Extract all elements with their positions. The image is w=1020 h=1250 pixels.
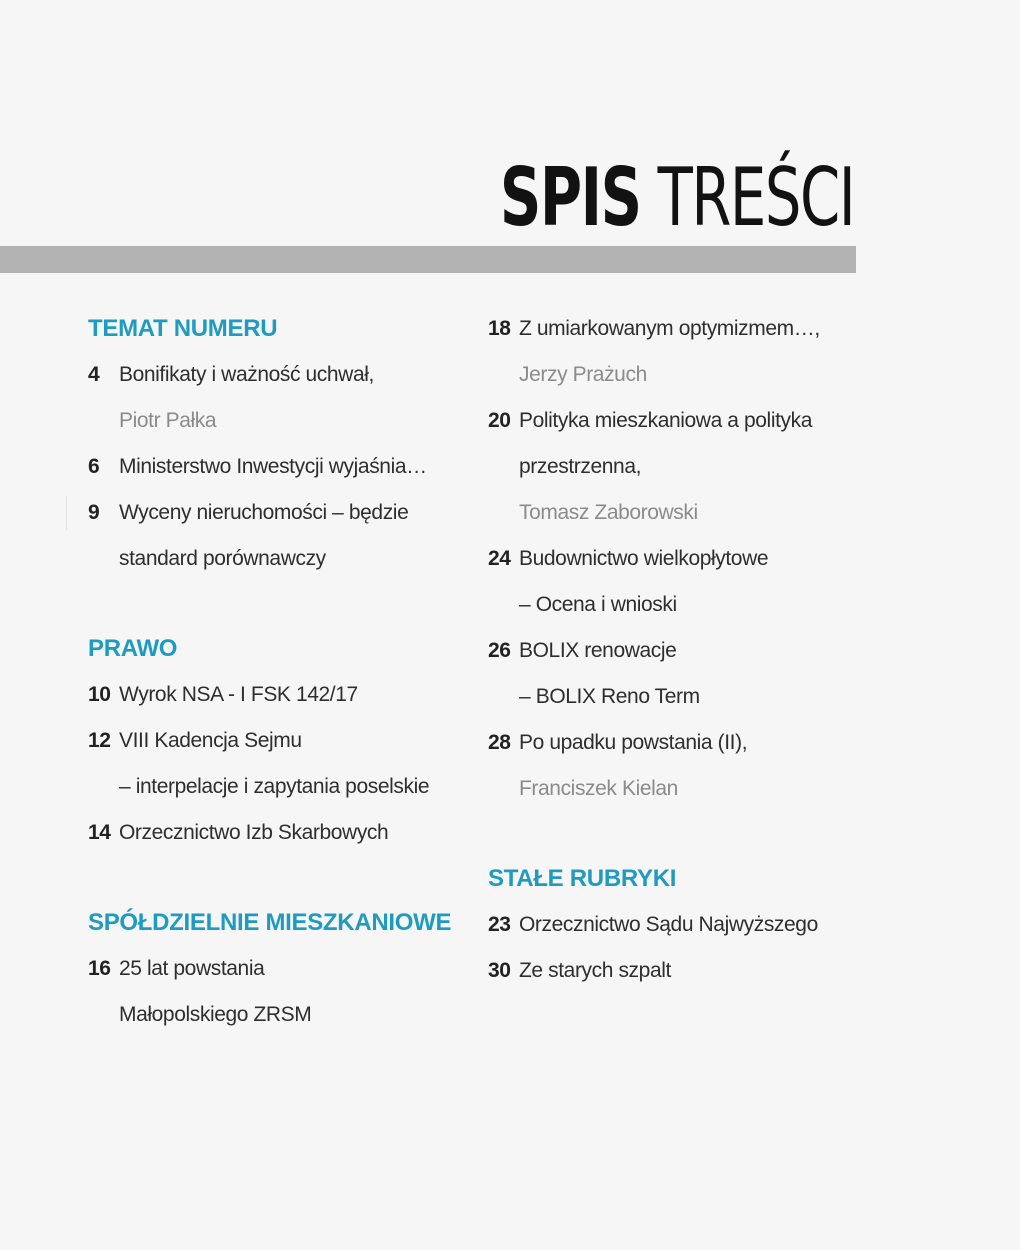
toc-entry-title: Bonifikaty i ważność uchwał, <box>119 363 374 386</box>
toc-entry-title: Z umiarkowanym optymizmem…, <box>519 317 820 340</box>
toc-entry-line <box>88 490 468 536</box>
toc-entry-line <box>88 992 468 1038</box>
toc-entry-line <box>488 582 868 628</box>
toc-entry-author: Tomasz Zaborowski <box>519 501 698 524</box>
toc-entry-line <box>88 672 468 718</box>
toc-entry[interactable] <box>488 306 868 398</box>
toc-entry-line <box>88 946 468 992</box>
page-title-bold: SPIS <box>499 151 641 244</box>
toc-page-number: 24 <box>488 547 511 570</box>
toc-entry-line <box>88 444 468 490</box>
toc-entry[interactable] <box>488 628 868 720</box>
toc-entry-title: Po upadku powstania (II), <box>519 731 748 754</box>
toc-page-number: 9 <box>88 501 100 524</box>
header-divider-bar <box>0 246 856 273</box>
toc-entry-title: VIII Kadencja Sejmu <box>119 729 302 752</box>
toc-entry-line <box>88 718 468 764</box>
toc-entry-line <box>88 352 468 398</box>
toc-entry-line <box>488 444 868 490</box>
toc-entry[interactable] <box>488 536 868 628</box>
toc-entry-author-line <box>488 490 868 536</box>
toc-entry-author-line <box>88 398 468 444</box>
toc-entry-line <box>488 948 868 994</box>
toc-entry-author: Jerzy Prażuch <box>519 363 647 386</box>
toc-entry-line <box>488 902 868 948</box>
toc-page-number: 26 <box>488 639 511 662</box>
toc-page-number: 10 <box>88 683 111 706</box>
toc-page-number: 6 <box>88 455 100 478</box>
toc-entry-title: Budownictwo wielkopłytowe <box>519 547 769 570</box>
toc-page-number: 18 <box>488 317 511 340</box>
toc-entry[interactable] <box>88 810 468 856</box>
toc-entry-title: – interpelacje i zapytania poselskie <box>119 775 430 798</box>
toc-entry-line <box>88 810 468 856</box>
toc-entry-line <box>488 628 868 674</box>
section-spacer <box>88 582 468 626</box>
toc-entry-title: – Ocena i wnioski <box>519 593 677 616</box>
toc-entry-line <box>488 674 868 720</box>
toc-entry-line <box>88 764 468 810</box>
toc-page-number: 16 <box>88 957 111 980</box>
toc-page-number: 23 <box>488 913 511 936</box>
toc-entry-title: Orzecznictwo Izb Skarbowych <box>119 821 389 844</box>
toc-column-right <box>488 306 868 994</box>
toc-entry[interactable] <box>88 672 468 718</box>
page-title <box>500 150 854 246</box>
toc-entry-author-line <box>488 352 868 398</box>
toc-entry-line <box>488 536 868 582</box>
toc-page-number: 14 <box>88 821 111 844</box>
toc-entry-line <box>88 536 468 582</box>
toc-page-number: 4 <box>88 363 100 386</box>
toc-page-number: 20 <box>488 409 511 432</box>
toc-entry-title: Wyceny nieruchomości – będzie <box>119 501 409 524</box>
toc-entry[interactable] <box>88 352 468 444</box>
toc-entry[interactable] <box>488 902 868 948</box>
toc-entry-author: Franciszek Kielan <box>519 777 678 800</box>
toc-page-number: 30 <box>488 959 511 982</box>
section-heading: TEMAT NUMERU <box>88 315 278 342</box>
toc-entry-line <box>488 306 868 352</box>
toc-entry-title: BOLIX renowacje <box>519 639 677 662</box>
toc-entry-title: Małopolskiego ZRSM <box>119 1003 312 1026</box>
toc-entry-line <box>488 398 868 444</box>
toc-entry-title: Polityka mieszkaniowa a polityka <box>519 409 813 432</box>
section-heading: SPÓŁDZIELNIE MIESZKANIOWE <box>88 909 452 936</box>
toc-entry[interactable] <box>88 718 468 810</box>
toc-entry-title: Orzecznictwo Sądu Najwyższego <box>519 913 818 936</box>
section-heading: STAŁE RUBRYKI <box>488 865 677 892</box>
toc-column-left <box>88 306 468 1038</box>
toc-entry-author: Piotr Pałka <box>119 409 217 432</box>
section-heading: PRAWO <box>88 635 178 662</box>
toc-entry[interactable] <box>88 490 468 582</box>
page-title-light: TREŚCI <box>657 151 854 244</box>
toc-page-number: 28 <box>488 731 511 754</box>
toc-entry-author-line <box>488 766 868 812</box>
toc-entry[interactable] <box>88 444 468 490</box>
toc-entry[interactable] <box>488 398 868 536</box>
toc-entry-title: 25 lat powstania <box>119 957 265 980</box>
toc-entry-title: Ministerstwo Inwestycji wyjaśnia… <box>119 455 427 478</box>
toc-entry[interactable] <box>488 720 868 812</box>
toc-entry-title: Wyrok NSA - I FSK 142/17 <box>119 683 358 706</box>
toc-entry-title: standard porównawczy <box>119 547 326 570</box>
section-spacer <box>488 812 868 856</box>
toc-entry-line <box>488 720 868 766</box>
margin-tick <box>66 496 67 530</box>
toc-entry-title: – BOLIX Reno Term <box>519 685 700 708</box>
toc-entry-title: Ze starych szpalt <box>519 959 671 982</box>
toc-entry[interactable] <box>88 946 468 1038</box>
toc-page-number: 12 <box>88 729 111 752</box>
section-spacer <box>88 856 468 900</box>
toc-entry-title: przestrzenna, <box>519 455 642 478</box>
toc-entry[interactable] <box>488 948 868 994</box>
